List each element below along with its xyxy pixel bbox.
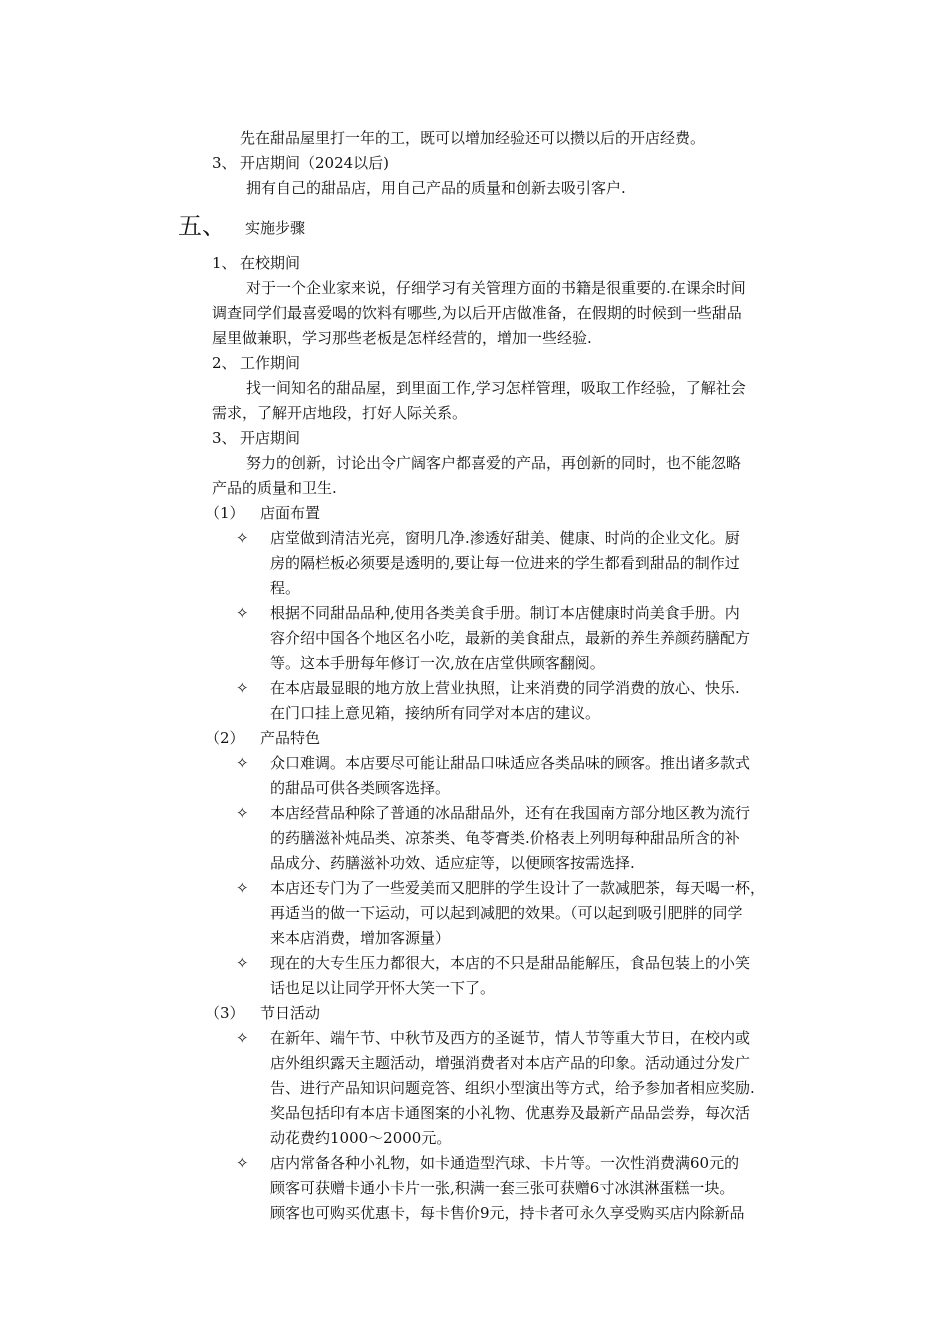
step3-line: 努力的创新，讨论出令广阔客户都喜爱的产品，再创新的同时，也不能忽略 — [246, 454, 742, 472]
sub1-item-line: 房的隔栏板必须要是透明的,要让每一位进来的学生都看到甜品的制作过 — [270, 554, 740, 572]
sub1-number: （1） — [205, 504, 245, 522]
sub3-item-line: 在新年、端午节、中秋节及西方的圣诞节，情人节等重大节日，在校内或 — [270, 1029, 751, 1047]
step2-number: 2、 — [212, 354, 237, 372]
step1-title: 在校期间 — [240, 254, 301, 272]
sub1-item-line: 在门口挂上意见箱，接纳所有同学对本店的建议。 — [270, 704, 601, 722]
bullet-icon: ✧ — [236, 1154, 249, 1172]
sub3-item-line: 顾客也可购买优惠卡，每卡售价9元，持卡者可永久享受购买店内除新品 — [270, 1204, 745, 1222]
sub2-item-line: 本店还专门为了一些爱美而又肥胖的学生设计了一款减肥茶，每天喝一杯， — [270, 879, 766, 897]
bullet-icon: ✧ — [236, 529, 249, 547]
step2-line: 需求，了解开店地段，打好人际关系。 — [212, 404, 468, 422]
sub1-item-line: 程。 — [270, 579, 301, 597]
sub2-item-line: 再适当的做一下运动，可以起到减肥的效果。（可以起到吸引肥胖的同学 — [270, 904, 743, 922]
sub2-number: （2） — [205, 729, 245, 747]
bullet-icon: ✧ — [236, 1029, 249, 1047]
step2-line: 找一间知名的甜品屋，到里面工作,学习怎样管理，吸取工作经验，了解社会 — [246, 379, 746, 397]
phase3-body: 拥有自己的甜品店，用自己产品的质量和创新去吸引客户. — [246, 179, 626, 197]
step3-title: 开店期间 — [240, 429, 301, 447]
step3-number: 3、 — [212, 429, 237, 447]
bullet-icon: ✧ — [236, 954, 249, 972]
step3-line: 产品的质量和卫生. — [212, 479, 337, 497]
sub3-title: 节日活动 — [260, 1004, 321, 1022]
sub3-item-line: 顾客可获赠卡通小卡片一张,积满一套三张可获赠6寸冰淇淋蛋糕一块。 — [270, 1179, 735, 1197]
sub2-item-line: 的甜品可供各类顾客选择。 — [270, 779, 451, 797]
sub3-number: （3） — [205, 1004, 245, 1022]
bullet-icon: ✧ — [236, 679, 249, 697]
intro-line: 先在甜品屋里打一年的工，既可以增加经验还可以攒以后的开店经费。 — [240, 129, 706, 147]
sub3-item-line: 店内常备各种小礼物，如卡通造型汽球、卡片等。一次性消费满60元的 — [270, 1154, 740, 1172]
bullet-icon: ✧ — [236, 604, 249, 622]
section-five-title: 实施步骤 — [245, 219, 306, 237]
sub3-item-line: 奖品包括印有本店卡通图案的小礼物、优惠券及最新产品品尝券，每次活 — [270, 1104, 751, 1122]
phase3-number: 3、 — [212, 154, 237, 172]
sub3-item-line: 店外组织露天主题活动，增强消费者对本店产品的印象。活动通过分发广 — [270, 1054, 751, 1072]
phase3-title: 开店期间（2024以后) — [240, 154, 390, 172]
sub2-item-line: 众口难调。本店要尽可能让甜品口味适应各类品味的顾客。推出诸多款式 — [270, 754, 751, 772]
sub1-item-line: 容介绍中国各个地区名小吃，最新的美食甜点，最新的养生养颜药膳配方 — [270, 629, 751, 647]
sub1-item-line: 等。这本手册每年修订一次,放在店堂供顾客翻阅。 — [270, 654, 605, 672]
sub2-item-line: 本店经营品种除了普通的冰品甜品外，还有在我国南方部分地区教为流行 — [270, 804, 751, 822]
step1-line: 屋里做兼职，学习那些老板是怎样经营的，增加一些经验. — [212, 329, 592, 347]
sub2-item-line: 现在的大专生压力都很大，本店的不只是甜品能解压，食品包装上的小笑 — [270, 954, 751, 972]
sub1-item-line: 根据不同甜品品种,使用各类美食手册。制订本店健康时尚美食手册。内 — [270, 604, 740, 622]
sub1-title: 店面布置 — [260, 504, 321, 522]
section-five-number: 五、 — [178, 212, 226, 240]
step1-line: 调查同学们最喜爱喝的饮料有哪些,为以后开店做准备，在假期的时候到一些甜品 — [212, 304, 742, 322]
sub3-item-line: 动花费约1000～2000元。 — [270, 1129, 452, 1147]
sub1-item-line: 在本店最显眼的地方放上营业执照，让来消费的同学消费的放心、快乐. — [270, 679, 740, 697]
sub2-title: 产品特色 — [260, 729, 321, 747]
sub3-item-line: 告、进行产品知识问题竞答、组织小型演出等方式，给予参加者相应奖励. — [270, 1079, 755, 1097]
bullet-icon: ✧ — [236, 879, 249, 897]
sub1-item-line: 店堂做到清洁光亮，窗明几净.渗透好甜美、健康、时尚的企业文化。厨 — [270, 529, 740, 547]
sub2-item-line: 来本店消费，增加客源量） — [270, 929, 451, 947]
sub2-item-line: 品成分、药膳滋补功效、适应症等，以便顾客按需选择. — [270, 854, 635, 872]
sub2-item-line: 的药膳滋补炖品类、凉茶类、龟苓膏类.价格表上列明每种甜品所含的补 — [270, 829, 740, 847]
sub2-item-line: 话也足以让同学开怀大笑一下了。 — [270, 979, 496, 997]
step2-title: 工作期间 — [240, 354, 301, 372]
step1-line: 对于一个企业家来说，仔细学习有关管理方面的书籍是很重要的.在课余时间 — [246, 279, 746, 297]
bullet-icon: ✧ — [236, 754, 249, 772]
step1-number: 1、 — [212, 254, 237, 272]
bullet-icon: ✧ — [236, 804, 249, 822]
